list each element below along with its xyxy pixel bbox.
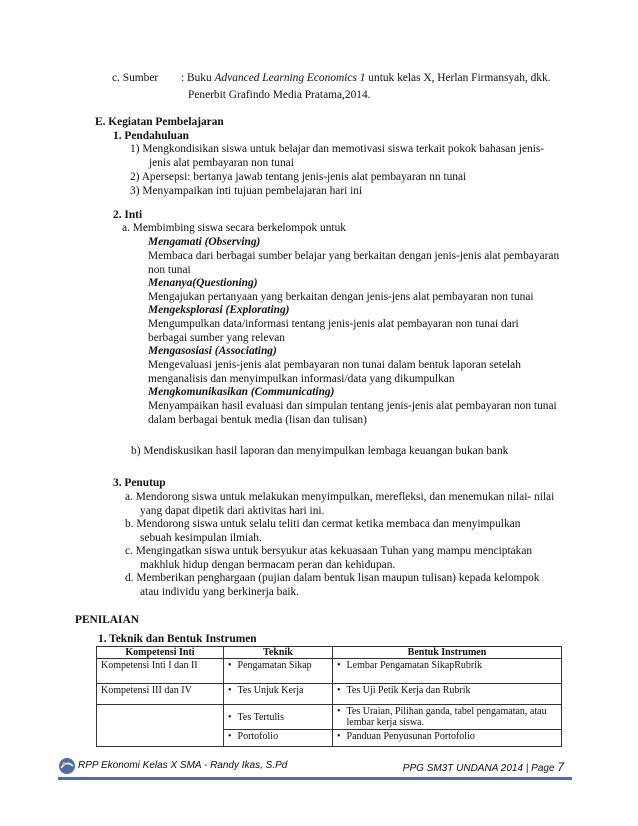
table-cell: • Tes Tertulis <box>224 705 333 730</box>
step-text: berbagai sumber yang relevan <box>148 332 285 344</box>
step-text: Membaca dari berbagai sumber belajar yang berkaitan dengan jenis-jenis alat pembayaran <box>148 250 560 262</box>
pendahuluan-title: 1. Pendahuluan <box>113 130 189 142</box>
footer-right-text: PPG SM3T UNDANA 2014 | Page 7 <box>402 760 564 774</box>
table-cell: Kompetensi III dan IV <box>97 684 224 705</box>
penutup-item: yang dapat dipetik dari aktivitas hari ini. <box>140 505 325 517</box>
table-cell: • Lembar Pengamatan SikapRubrik <box>333 659 562 684</box>
bullet-icon <box>337 660 347 671</box>
pendahuluan-item: 2) Apersepsi: bertanya jawab tentang jenis-jenis alat pembayaran nn tunai <box>130 171 467 183</box>
penilaian-title: PENILAIAN <box>75 614 139 626</box>
footer-left-text: RPP Ekonomi Kelas X SMA - Randy Ikas, S.Pd <box>78 760 288 771</box>
penutup-item: atau individu yang berkinerja baik. <box>140 586 300 598</box>
bullet-icon <box>228 731 238 742</box>
table-cell: • Tes Unjuk Kerja <box>224 684 333 705</box>
inti-title: 2. Inti <box>113 209 143 221</box>
penutup-item: d. Memberikan penghargaan (pujian dalam bentuk lisan maupun tulisan) kepada kelompok <box>125 572 540 584</box>
sumber-label: c. Sumber <box>112 72 159 84</box>
table-row <box>97 684 562 705</box>
table-row <box>97 730 562 747</box>
section-title-kegiatan: E. Kegiatan Pembelajaran <box>95 116 224 128</box>
bullet-icon <box>337 731 347 742</box>
institution-logo-icon <box>58 757 76 775</box>
table-header: Bentuk Instrumen <box>333 647 562 659</box>
penutup-item: sebuah kesimpulan ilmiah. <box>140 532 262 544</box>
bullet-icon <box>337 706 347 728</box>
page-footer <box>58 759 572 779</box>
table-cell: • Tes Uraian, Pilihan ganda, tabel pengamatan, atau lembar kerja siswa. <box>333 705 562 730</box>
table-row <box>97 705 562 730</box>
pendahuluan-item: 3) Menyampaikan inti tujuan pembelajaran hari ini <box>130 185 363 197</box>
step-heading: Mengasosiasi (Associating) <box>148 345 277 357</box>
table-cell: • Tes Uji Petik Kerja dan Rubrik <box>333 684 562 705</box>
penutup-item: a. Mendorong siswa untuk melakukan menyimpulkan, merefleksi, dan menemukan nilai- nilai <box>125 491 555 503</box>
step-text: menganalisis dan menyimpulkan informasi/data yang dikumpulkan <box>148 373 455 385</box>
table-header-row <box>97 647 562 659</box>
table-cell <box>97 730 224 747</box>
footer-divider <box>58 777 572 780</box>
step-text: Menyampaikan hasil evaluasi dan simpulan tentang jenis-jenis alat pembayaran non tunai <box>148 400 557 412</box>
penutup-title: 3. Penutup <box>113 477 166 489</box>
table-header: Teknik <box>224 647 333 659</box>
step-heading: Mengkomunikasikan (Communicating) <box>148 386 335 398</box>
bullet-icon <box>228 712 238 723</box>
step-text: Mengumpulkan data/informasi tentang jenis-jenis alat pembayaran non tunai dari <box>148 318 519 330</box>
penutup-item: b. Mendorong siswa untuk selalu teliti dan cermat ketika membaca dan menyimpulkan <box>125 518 521 530</box>
bullet-icon <box>228 660 238 671</box>
table-cell: • Pengamatan Sikap <box>224 659 333 684</box>
sumber-text: : Buku Advanced Learning Economics 1 untuk kelas X, Herlan Firmansyah, dkk. <box>181 72 551 84</box>
table-cell <box>97 705 224 730</box>
page-number: 7 <box>557 760 564 774</box>
penilaian-sub: 1. Teknik dan Bentuk Instrumen <box>98 633 257 645</box>
pendahuluan-item: 1) Mengkondisikan siswa untuk belajar dan memotivasi siswa terkait pokok bahasan jenis- <box>130 143 545 155</box>
step-text: Mengajukan pertanyaan yang berkaitan dengan jenis-jens alat pembayaran non tunai <box>148 291 534 303</box>
sumber-line2: Penerbit Grafindo Media Pratama,2014. <box>188 89 371 101</box>
bullet-icon <box>228 685 238 696</box>
penutup-item: makhluk hidup dengan bermacam peran dan kehidupan. <box>140 559 396 571</box>
step-heading: Mengeksplorasi (Explorating) <box>148 304 290 316</box>
bullet-icon <box>337 685 347 696</box>
pendahuluan-item: jenis alat pembayaran non tunai <box>149 157 294 169</box>
step-text: dalam berbagai bentuk media (lisan dan tulisan) <box>148 414 367 426</box>
table-cell: Kompetensi Inti I dan II <box>97 659 224 684</box>
step-heading: Menanya(Questioning) <box>148 277 258 289</box>
step-text: non tunai <box>148 264 191 276</box>
table-header: Kompetensi Inti <box>97 647 224 659</box>
penutup-item: c. Mengingatkan siswa untuk bersyukur atas kekuasaan Tuhan yang mampu menciptakan <box>125 545 533 557</box>
book-title: Advanced Learning Economics 1 <box>214 72 366 84</box>
instrument-table <box>96 646 562 747</box>
table-cell: • Portofolio <box>224 730 333 747</box>
inti-b: b) Mendiskusikan hasil laporan dan menyimpulkan lembaga keuangan bukan bank <box>131 445 509 457</box>
step-heading: Mengamati (Observing) <box>148 236 261 248</box>
inti-a: a. Membimbing siswa secara berkelompok untuk <box>122 222 346 234</box>
table-cell: • Panduan Penyusunan Portofolio <box>333 730 562 747</box>
table-row <box>97 659 562 684</box>
step-text: Mengevaluasi jenis-jenis alat pembayaran non tunai dalam bentuk laporan setelah <box>148 359 521 371</box>
